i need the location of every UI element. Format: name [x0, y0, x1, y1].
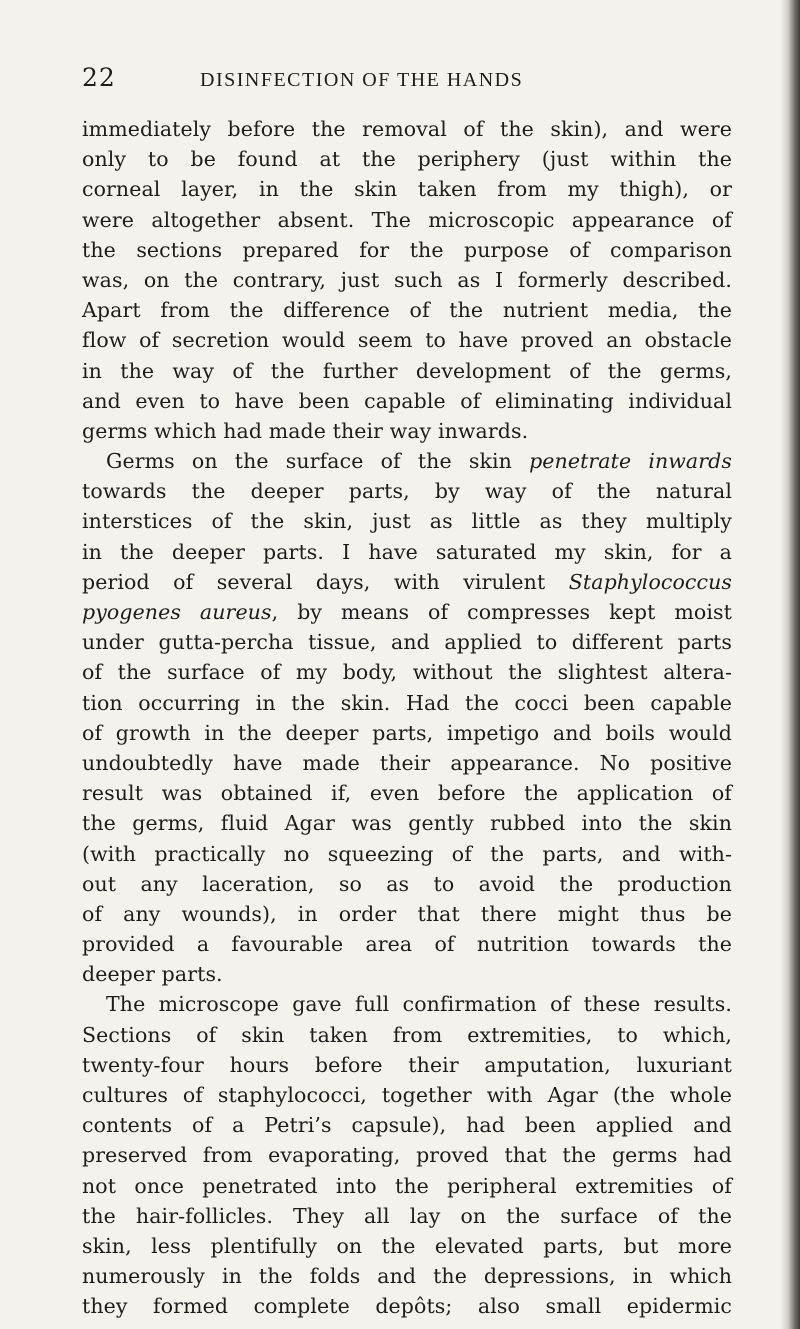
text-line: was, on the contrary, just such as I formerly described. [82, 267, 732, 292]
text-line: corneal layer, in the skin taken from my thigh), or [82, 177, 732, 202]
text-line: the germs, fluid Agar was gently rubbed into the skin [82, 811, 732, 836]
text-line: flow of secretion would seem to have proved an obstacle [82, 328, 732, 353]
text-line: not once penetrated into the peripheral extremities of [82, 1173, 732, 1198]
text-line: of the surface of my body, without the slightest altera- [82, 660, 732, 685]
italic-run: pyogenes aureus [82, 600, 272, 624]
text-run: Germs on the surface of the skin [106, 449, 530, 474]
text-line: towards the deeper parts, by way of the natural [82, 479, 732, 504]
text-line: Apart from the difference of the nutrient media, the [82, 298, 732, 323]
text-line: undoubtedly have made their appearance. No positive [82, 750, 732, 775]
text-line: immediately before the removal of the skin), and were [82, 117, 732, 141]
text-run: , by means of compresses kept moist [271, 600, 732, 624]
text-line-with-italic [82, 567, 732, 597]
body-text [82, 114, 732, 1322]
text-run: period of several days, with virulent [82, 569, 569, 594]
text-line: Sections of skin taken from extremities, to which, [82, 1022, 732, 1047]
text-line: in the deeper parts. I have saturated my skin, for a [82, 539, 732, 564]
text-line: result was obtained if, even before the application of [82, 781, 732, 806]
text-line: contents of a Petri’s capsule), had been applied and [82, 1113, 732, 1138]
text-line: deeper parts. [82, 962, 223, 987]
text-line: tion occurring in the skin. Had the cocci been capable [82, 690, 732, 715]
text-line: skin, less plentifully on the elevated parts, but more [82, 1233, 732, 1258]
text-line: out any laceration, so as to avoid the production [82, 871, 732, 896]
text-line-with-italic [82, 597, 732, 627]
text-line: the hair-follicles. They all lay on the surface of the [82, 1203, 732, 1228]
text-line: The microscope gave full confirmation of these results. [106, 992, 732, 1017]
text-line: under gutta-percha tissue, and applied to different parts [82, 630, 732, 655]
text-line: the sections prepared for the purpose of comparison [82, 237, 732, 262]
text-line: in the way of the further development of the germs, [82, 358, 732, 383]
running-head: DISINFECTION OF THE HANDS [200, 69, 524, 91]
italic-run: penetrate inwards [529, 449, 733, 474]
text-line: and even to have been capable of eliminating individual [82, 388, 732, 413]
page-header [82, 58, 742, 98]
text-line: were altogether absent. The microscopic appearance of [82, 207, 732, 232]
text-line: provided a favourable area of nutrition towards the [82, 932, 732, 957]
text-line: of any wounds), in order that there might thus be [82, 901, 732, 926]
text-line: twenty-four hours before their amputation, luxuriant [82, 1052, 732, 1077]
italic-run: Staphylococcus [568, 569, 732, 594]
text-line: they formed complete depôts; also small epidermic [82, 1294, 732, 1319]
text-line: numerously in the folds and the depressions, in which [82, 1264, 732, 1289]
text-line: of growth in the deeper parts, impetigo and boils would [82, 720, 732, 745]
page-number: 22 [82, 63, 116, 92]
text-line: (with practically no squeezing of the parts, and with- [82, 841, 732, 866]
text-line: interstices of the skin, just as little as they multiply [82, 509, 732, 534]
text-line: germs which had made their way inwards. [82, 418, 529, 443]
text-line-with-italic [82, 446, 732, 476]
text-line: preserved from evaporating, proved that the germs had [82, 1143, 732, 1168]
page-edge-shadow [780, 0, 800, 1329]
text-line: cultures of staphylococci, together with Agar (the whole [82, 1083, 732, 1107]
text-line: only to be found at the periphery (just within the [82, 147, 732, 172]
